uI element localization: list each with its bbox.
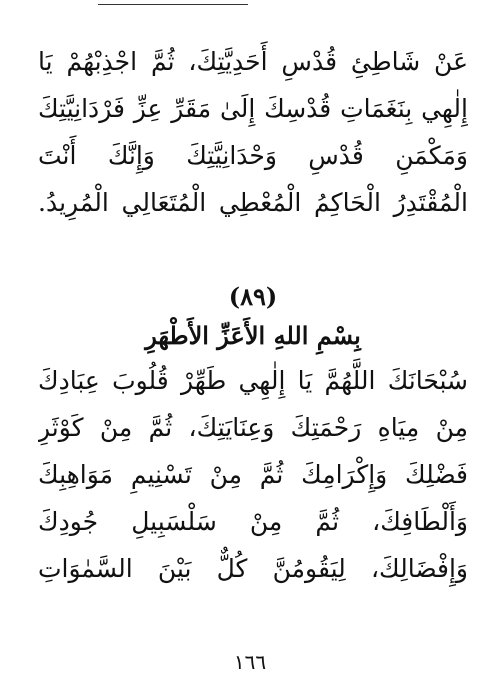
top-rule <box>98 4 248 5</box>
page-body <box>38 38 468 592</box>
page-number: ١٦٦ <box>233 650 267 674</box>
text-line: عَنْ شَاطِئِ قُدْسِ أَحَدِيَّتِكَ، ثُمَّ اجْذِبْهُمْ يَا <box>38 47 468 76</box>
text-line: وَأَلْطَافِكَ، ثُمَّ مِنْ سَلْسَبِيلِ جُودِكَ <box>38 507 468 536</box>
text-line: سُبْحَانَكَ اللَّهُمَّ يَا إِلٰهِي طَهِّرْ قُلُوبَ عِبَادِكَ <box>38 366 468 395</box>
section-heading: بِسْمِ اللهِ الأَعَزِّ الأَطْهَرِ <box>145 321 361 350</box>
text-line: الْمُقْتَدِرُ الْحَاكِمُ الْمُعْطِي الْمُتَعَالِي الْمُرِيدُ. <box>38 188 468 217</box>
text-line: وَمَكْمَنِ قُدْسِ وَحْدَانِيَّتِكَ وَإِنَّكَ أَنْتَ <box>38 141 468 170</box>
section-number: (٨٩) <box>228 282 278 311</box>
text-line: مِنْ مِيَاهِ رَحْمَتِكَ وَعِنَايَتِكَ، ثُمَّ مِنْ كَوْثَرِ <box>38 413 468 442</box>
paragraph-2 <box>38 357 468 592</box>
text-line: فَضْلِكَ وَإِكْرَامِكَ ثُمَّ مِنْ تَسْنِيمِ مَوَاهِبِكَ <box>38 460 468 489</box>
paragraph-1 <box>38 38 468 226</box>
text-line: إِلٰهِي بِنَغَمَاتِ قُدْسِكَ إِلَىٰ مَقَرِّ عِزِّ فَرْدَانِيَّتِكَ <box>38 94 468 123</box>
text-line: وَإِفْضَالِكَ، لِيَقُومُنَّ كُلٌّ بَيْنَ السَّمٰوَاتِ <box>38 554 468 583</box>
